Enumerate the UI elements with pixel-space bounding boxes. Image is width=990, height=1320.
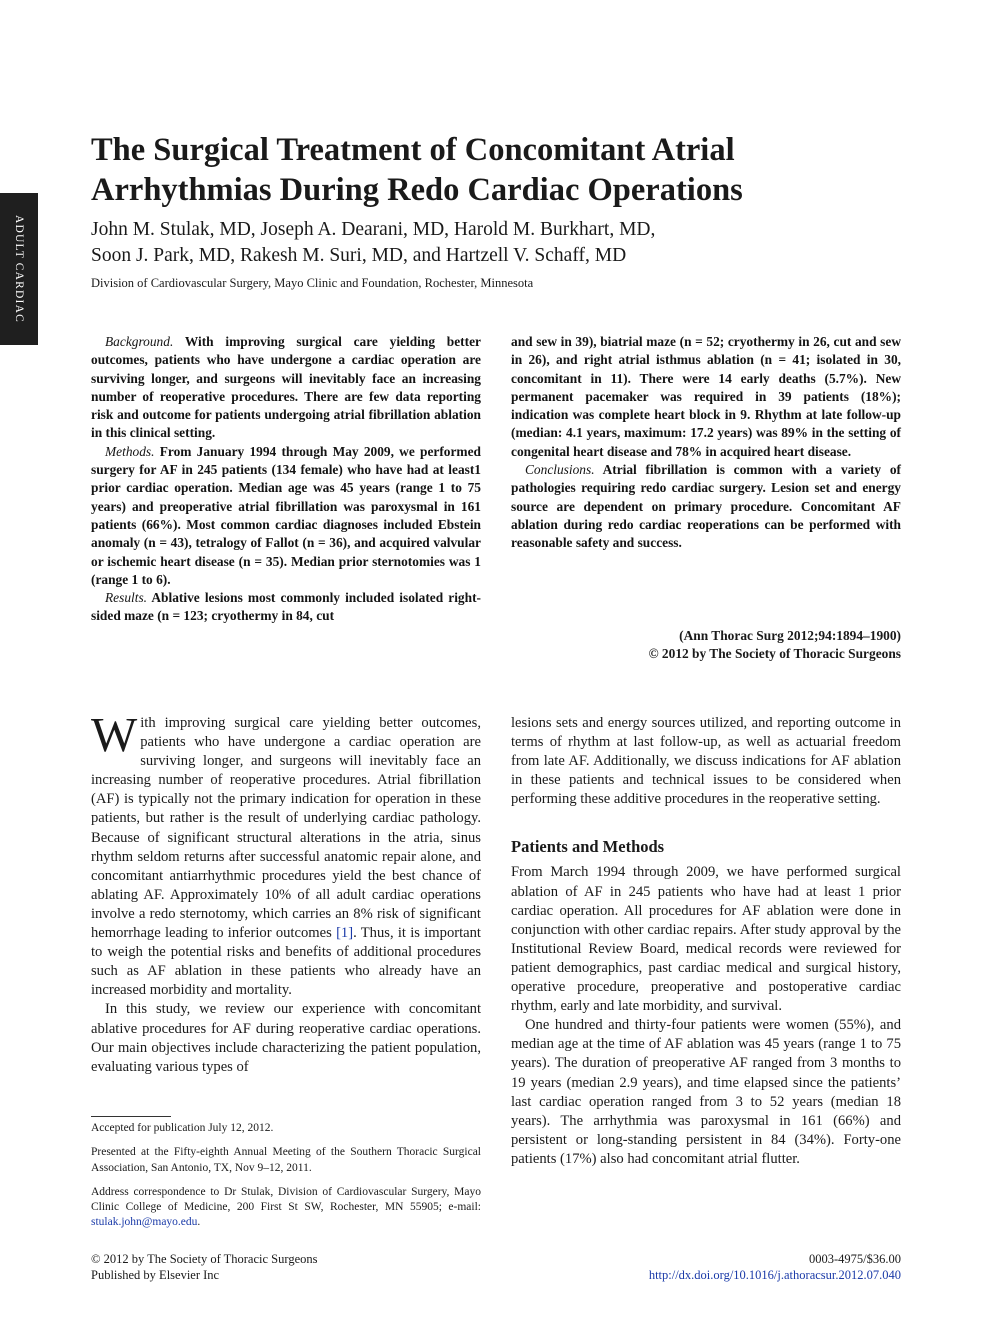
intro-paragraph-1-end: . Thus, it is important to weigh the potential risks and benefits of additional procedures such as AF ablation in these patients who already have an increased morbidity and mortality. [91, 925, 481, 999]
abstract-results-text-right: and sew in 39), biatrial maze (n = 52; cryothermy in 26, cut and sew in 26), and right atrial isthmus ablation (n = 41; isolated in 30, concomitant in 11). There were 14 early deaths (5.7%). New permanent pacemaker was required in 39 patients (18%); indication was complete heart block in 9. Rhythm at late follow-up (median: 4.1 years, maximum: 17.2 years) was 89% in the setting of congenital heart disease and 78% in acquired heart disease. [511, 334, 901, 459]
abstract-conclusions-text: Atrial fibrillation is common with a variety of pathologies requiring redo cardiac surgery. Lesion set and energy source are dependent on primary procedure. Concomitant AF ablation during redo cardiac reoperations can be performed with reasonable safety and success. [511, 462, 901, 551]
footer-copyright: © 2012 by The Society of Thoracic Surgeons [91, 1252, 318, 1266]
abstract-conclusions [511, 461, 901, 552]
author-line-2: Soon J. Park, MD, Rakesh M. Suri, MD, and Hartzell V. Schaff, MD [91, 245, 627, 266]
abstract-left-column [91, 333, 481, 626]
abstract-background-text: With improving surgical care yielding better outcomes, patients who have undergone a cardiac operation are surviving longer, and surgeons will inevitably face an increasing number of reoperative procedures. There are few data reporting risk and outcome for patients undergoing atrial fibrillation ablation in this clinical setting. [91, 334, 481, 441]
methods-paragraph-1: From March 1994 through 2009, we have performed surgical ablation of AF in 245 patients who have had at least 1 prior cardiac operation. All procedures for AF ablation were done in conjunction with other cardiac repairs. After study approval by the Institutional Review Board, medical records were reviewed for patient demographics, past cardiac medical and surgical history, operative procedure, preoperative and postoperative cardiac rhythm, early and late morbidity, and survival. [511, 864, 901, 1015]
intro-paragraph-2 [91, 1000, 481, 1076]
reference-link-1[interactable]: [1] [336, 925, 354, 942]
citation-copyright: © 2012 by The Society of Thoracic Surgeons [648, 646, 901, 662]
citation-block [511, 627, 901, 664]
abstract-conclusions-label: Conclusions. [525, 462, 595, 478]
intro-paragraph-1-text: ith improving surgical care yielding better outcomes, patients who have undergone a cardiac operation are surviving longer, and surgeons will inevitably face an increasing number of reoperative procedures. Atrial fibrillation (AF) is typically not the primary indication for operation in these patients, but rather is the result of underlying cardiac pathology. Because of significant structural alterations in the atria, sinus rhythm seldom returns after successful anatomic repair alone, and concomitant antiarrhythmic procedures yield the best chance of ablating AF. Approximately 10% of all adult cardiac operations involve a redo sternotomy, which carries an 8% risk of significant hemorrhage leading to inferior outcomes [91, 715, 481, 942]
section-side-tab-label: ADULT CARDIAC [13, 215, 25, 323]
footer-publisher: Published by Elsevier Inc [91, 1268, 220, 1282]
author-list [91, 217, 891, 269]
abstract-background [91, 333, 481, 443]
section-heading-patients-methods: Patients and Methods [511, 837, 665, 857]
abstract-results [91, 589, 481, 626]
footnote-address-end: . [197, 1216, 201, 1229]
abstract-results-continued [511, 333, 901, 461]
abstract-methods-label: Methods. [105, 443, 155, 459]
email-link[interactable]: stulak.john@mayo.edu [91, 1216, 198, 1229]
body-left-column [91, 707, 481, 1077]
abstract-background-label: Background. [105, 334, 174, 349]
footnote-accepted: Accepted for publication July 12, 2012. [91, 1122, 274, 1134]
article-title: The Surgical Treatment of Concomitant Atrial Arrhythmias During Redo Cardiac Operations [91, 132, 743, 208]
abstract-right-column [511, 333, 901, 553]
footnotes [91, 1121, 481, 1240]
drop-cap: W [91, 707, 138, 762]
section-side-tab [0, 193, 38, 345]
footer-right [551, 1251, 901, 1283]
doi-link[interactable]: http://dx.doi.org/10.1016/j.athoracsur.2012.07.040 [648, 1268, 901, 1282]
affiliation: Division of Cardiovascular Surgery, Mayo Clinic and Foundation, Rochester, Minnesota [91, 276, 534, 290]
journal-citation: (Ann Thorac Surg 2012;94:1894–1900) [679, 628, 901, 643]
intro-paragraph-1 [91, 707, 481, 1000]
footer-left [91, 1251, 491, 1283]
footer-issn-price: 0003-4975/$36.00 [808, 1252, 901, 1266]
body-right-column [511, 714, 901, 1169]
abstract-results-label: Results. [105, 590, 148, 606]
methods-paragraph-2: One hundred and thirty-four patients were women (55%), and median age at the time of AF ablation was 45 years (range 1 to 75 years). The duration of preoperative AF ranged from 3 months to 19 years (median 2.9 years), and time elapsed since the patients’ last cardiac operation ranged from 3 to 52 years (median 18 years). The arrhythmia was paroxysmal in 161 (66%) and persistent or long-standing persistent in 84 (34%). Forty-one patients (17%) also had concomitant atrial flutter. [511, 1017, 901, 1167]
footnote-divider [91, 1116, 171, 1117]
intro-paragraph-2-text-left: In this study, we review our experience with concomitant ablative procedures for AF during reoperative cardiac operations. Our main objectives include characterizing the patient population, evaluating various types of [91, 1001, 481, 1075]
abstract-results-text-left: Ablative lesions most commonly included isolated right-sided maze (n = 123; cryothermy in 84, cut [91, 590, 481, 624]
footnote-address-text: Address correspondence to Dr Stulak, Division of Cardiovascular Surgery, Mayo Clinic College of Medicine, 200 First St SW, Rochester, MN 55905; e-mail: [91, 1185, 481, 1214]
footnote-address [91, 1185, 481, 1231]
abstract-methods-text: From January 1994 through May 2009, we performed surgery for AF in 245 patients (134 female) who have had at least1 prior cardiac operation. Median age was 45 years (range 1 to 75 years) and preoperative atrial fibrillation was paroxysmal in 161 patients (66%). Most common cardiac diagnoses included Ebstein anomaly (n = 43), tetralogy of Fallot (n = 36), and acquired valvular or ischemic heart disease (n = 35). Median prior sternotomies was 1 (range 1 to 6). [91, 443, 481, 587]
abstract-methods [91, 443, 481, 589]
intro-paragraph-2-text-right: lesions sets and energy sources utilized, and reporting outcome in terms of rhythm at last follow-up, as well as actuarial freedom from late AF. Additionally, we discuss indications for AF ablation in these patients and technical issues to be considered when performing these additive procedures in the reoperative setting. [511, 715, 901, 808]
footnote-presented: Presented at the Fifty-eighth Annual Meeting of the Southern Thoracic Surgical Association, San Antonio, TX, Nov 9–12, 2011. [91, 1146, 481, 1174]
intro-paragraph-2-continued [511, 714, 901, 809]
author-line-1: John M. Stulak, MD, Joseph A. Dearani, MD, Harold M. Burkhart, MD, [91, 219, 656, 240]
